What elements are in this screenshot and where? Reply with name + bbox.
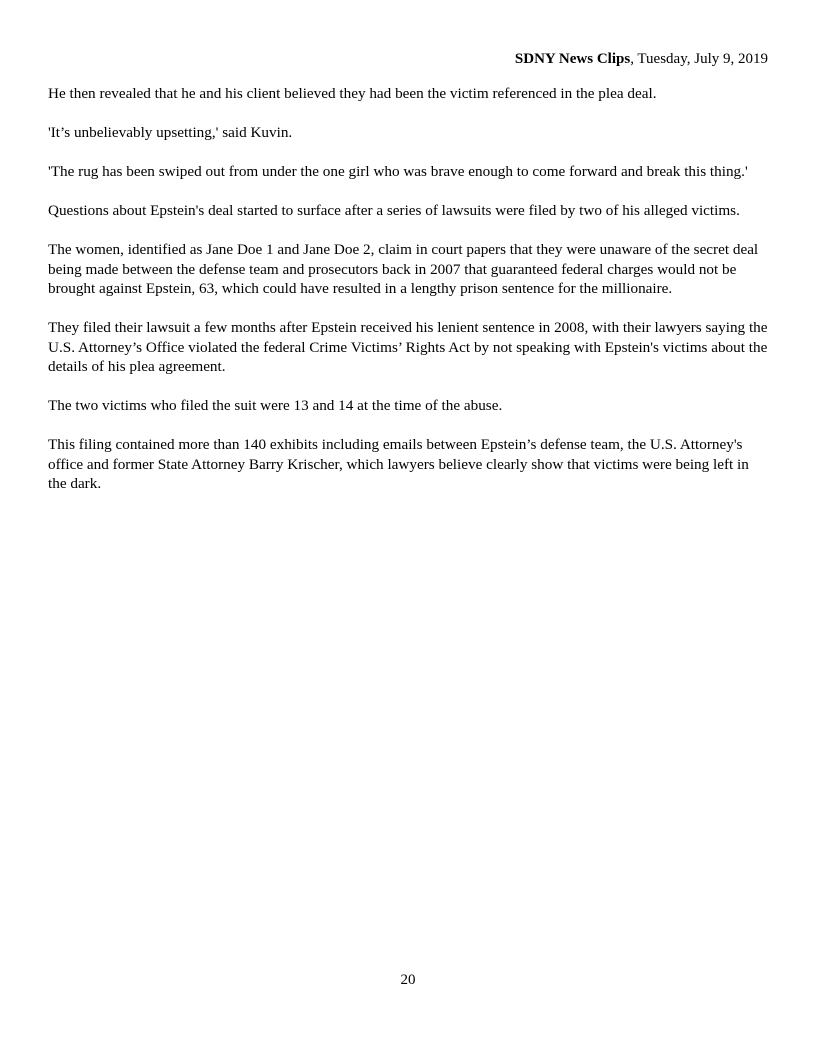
page-header	[515, 49, 768, 69]
paragraph: This filing contained more than 140 exhibits including emails between Epstein’s defense team, the U.S. Attorney's office and former State Attorney Barry Krischer, which lawyers believe clearly show that victims were being left in the dark.	[48, 436, 749, 492]
page-number: 20	[400, 972, 416, 988]
header-separator: ,	[630, 51, 638, 67]
paragraph: They filed their lawsuit a few months after Epstein received his lenient sentence in 2008, with their lawyers saying the U.S. Attorney’s Office violated the federal Crime Victims’ Rights Act by not speaking with Epstein's victims about the details of his plea agreement.	[48, 319, 768, 375]
header-date: Tuesday, July 9, 2019	[637, 51, 768, 67]
article-body	[48, 84, 770, 513]
publication-name: SDNY News Clips	[514, 51, 631, 67]
paragraph: He then revealed that he and his client believed they had been the victim referenced in the plea deal.	[48, 85, 657, 102]
paragraph: The two victims who filed the suit were 13 and 14 at the time of the abuse.	[48, 397, 503, 414]
paragraph: Questions about Epstein's deal started to surface after a series of lawsuits were filed by two of his alleged victims.	[48, 202, 740, 219]
paragraph: The women, identified as Jane Doe 1 and Jane Doe 2, claim in court papers that they were unaware of the secret deal being made between the defense team and prosecutors back in 2007 that guaranteed federal charges would not be brought against Epstein, 63, which could have resulted in a lengthy prison sentence for the millionaire.	[48, 241, 759, 297]
paragraph: 'It’s unbelievably upsetting,' said Kuvin.	[48, 124, 293, 141]
paragraph: 'The rug has been swiped out from under the one girl who was brave enough to come forward and break this thing.'	[48, 163, 748, 180]
